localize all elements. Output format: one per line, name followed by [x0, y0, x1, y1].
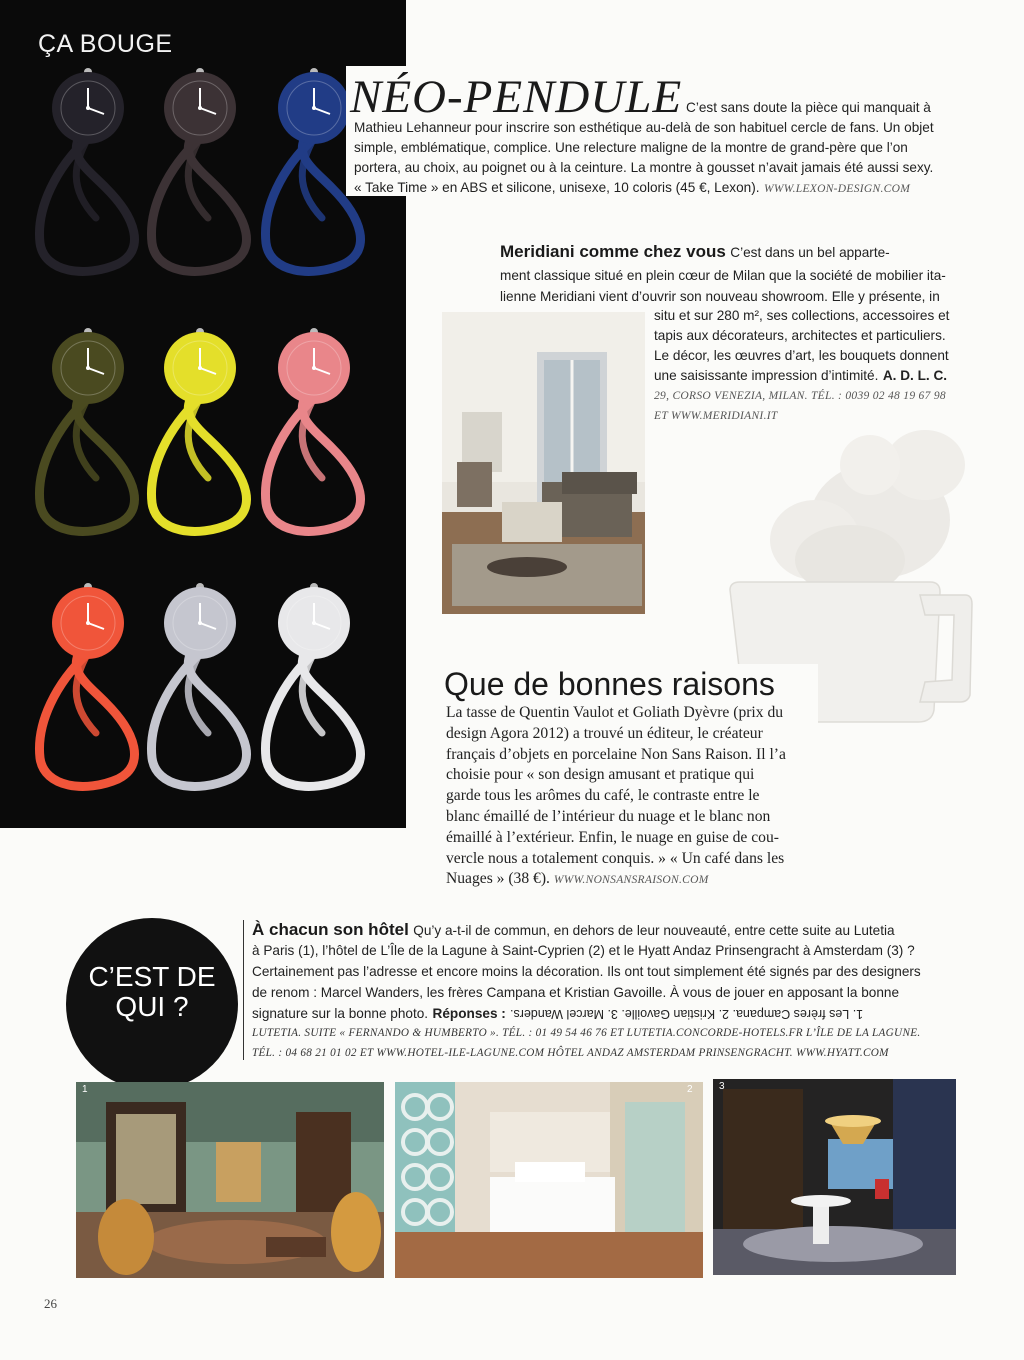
meridiani-url: ET WWW.MERIDIANI.IT — [654, 410, 778, 422]
raisons-url: WWW.NONSANSRAISON.COM — [553, 874, 709, 887]
watch-8 — [138, 583, 262, 798]
quiz-circle-label — [66, 962, 238, 1022]
meridiani-line-2: lienne Meridiani vient d’ouvrir son nouveau showroom. Elle y présente, in — [500, 289, 940, 304]
raisons-line-8: Nuages » (38 €). — [446, 870, 550, 888]
quiz-answers-label: Réponses : — [432, 1006, 506, 1021]
quiz-line-1: à Paris (1), l’hôtel de L’Île de la Lagune à Saint-Cyprien (2) et le Hyatt Andaz Prinsengracht à Amsterdam (3) ? — [252, 943, 915, 958]
neo-pendule-title: NÉO-PENDULE — [350, 71, 683, 123]
neo-line-0: C’est sans doute la pièce qui manquait à — [686, 100, 931, 115]
quiz-answers-upside-down: 1. Les frères Campana. 2. Kristian Gavoille. 3. Marcel Wanders. — [510, 1007, 864, 1022]
quiz-first-line — [252, 920, 895, 941]
raisons-line-0: La tasse de Quentin Vaulot et Goliath Dyèvre (prix du — [446, 704, 784, 721]
neo-url: WWW.LEXON-DESIGN.COM — [763, 183, 911, 195]
quiz-divider — [243, 920, 244, 1060]
quiz-line-2: Certainement pas l’adresse et encore moins la décoration. Ils ont tout simplement été signés par des designers — [252, 964, 921, 979]
meridiani-line-6-wrap — [654, 366, 947, 386]
photo-2-number: 2 — [687, 1084, 693, 1095]
photo-3-number: 3 — [719, 1081, 725, 1092]
raisons-line-2: français d’objets en porcelaine Non Sans Raison. Il l’a — [446, 745, 786, 763]
quiz-circle-line-2: QUI ? — [115, 991, 189, 1022]
quiz-address-1: LUTETIA. SUITE « FERNANDO & HUMBERTO ». TÉL. : 01 49 54 46 76 ET LUTETIA.CONCORDE-HOTELS.FR L’ÎLE DE LA LAGUNE. — [252, 1027, 921, 1039]
meridiani-line-6: une saisissante impression d’intimité. — [654, 368, 879, 383]
neo-line-3: portera, au choix, au poignet ou à la ceinture. La montre à gousset n’avait jamais été aussi sexy. — [354, 160, 934, 175]
watch-6 — [252, 328, 376, 543]
neo-line-1: Mathieu Lehanneur pour inscrire son esthétique au-delà de son habituel cercle de fans. Un objet — [354, 120, 934, 135]
meridiani-showroom-photo — [442, 312, 645, 614]
photo-1-number: 1 — [82, 1084, 88, 1095]
neo-line-4: « Take Time » en ABS et silicone, unisexe, 10 coloris (45 €, Lexon). — [354, 180, 760, 195]
page-number: 26 — [44, 1296, 57, 1311]
neo-line-2: simple, emblématique, complice. Une relecture maligne de la montre de grand-père que l’on — [354, 140, 908, 155]
meridiani-line-0: C’est dans un bel apparte- — [730, 245, 890, 260]
watch-9 — [252, 583, 376, 798]
raisons-line-6: émaillé à l’extérieur. Enfin, le nuage en guise de cou- — [446, 828, 779, 846]
section-rubric: ÇA BOUGE — [38, 30, 173, 58]
quiz-circle-line-1: C’EST DE — [88, 961, 216, 992]
meridiani-line-1: ment classique situé en plein cœur de Milan que la société de mobilier ita- — [500, 268, 946, 283]
meridiani-line-4: tapis aux décorateurs, architectes et particuliers. — [654, 328, 946, 343]
quiz-line-0: Qu’y a-t-il de commun, en dehors de leur nouveauté, entre cette suite au Lutetia — [413, 923, 895, 938]
watch-1 — [26, 68, 150, 283]
meridiani-heading: Meridiani comme chez vous — [500, 242, 726, 261]
quiz-line-4-wrap — [252, 1004, 863, 1024]
watch-5 — [138, 328, 262, 543]
watch-4 — [26, 328, 150, 543]
raisons-line-5: blanc émaillé de l’intérieur du nuage et le blanc non — [446, 807, 771, 825]
quiz-line-4: signature sur la bonne photo. — [252, 1006, 429, 1021]
meridiani-first-line — [500, 242, 890, 263]
watch-2 — [138, 68, 262, 283]
quiz-address-2: TÉL. : 04 68 21 01 02 ET WWW.HOTEL-ILE-LAGUNE.COM HÔTEL ANDAZ AMSTERDAM PRINSENGRACHT. WWW.HYATT.COM — [252, 1047, 889, 1059]
raisons-line-3: choisie pour « son design amusant et pratique qui — [446, 766, 755, 784]
meridiani-line-5: Le décor, les œuvres d’art, les bouquets donnent — [654, 348, 949, 363]
meridiani-line-3: situ et sur 280 m², ses collections, accessoires et — [654, 308, 950, 323]
hotel-photo-lagune — [395, 1082, 703, 1278]
raisons-line-4: garde tous les arômes du café, le contraste entre le — [446, 787, 760, 805]
raisons-line-8-wrap — [446, 869, 786, 891]
watch-7 — [26, 583, 150, 798]
meridiani-signature: A. D. L. C. — [882, 368, 948, 383]
raisons-line-1: design Agora 2012) a trouvé un éditeur, le créateur — [446, 724, 763, 742]
quiz-heading: À chacun son hôtel — [252, 920, 409, 939]
quiz-line-3: de renom : Marcel Wanders, les frères Campana et Kristian Gavoille. À vous de jouer en apposant la bonne — [252, 985, 900, 1000]
neo-line-4-wrap — [354, 178, 910, 198]
raisons-line-7: vercle nous a totalement conquis. » « Un café dans les — [446, 849, 785, 867]
raisons-text — [446, 703, 786, 891]
hotel-photo-lutetia — [76, 1082, 384, 1278]
meridiani-address: 29, CORSO VENEZIA, MILAN. TÉL. : 0039 02 48 19 67 98 — [654, 390, 946, 402]
hotel-photo-andaz — [713, 1079, 956, 1275]
raisons-title: Que de bonnes raisons — [444, 666, 775, 702]
